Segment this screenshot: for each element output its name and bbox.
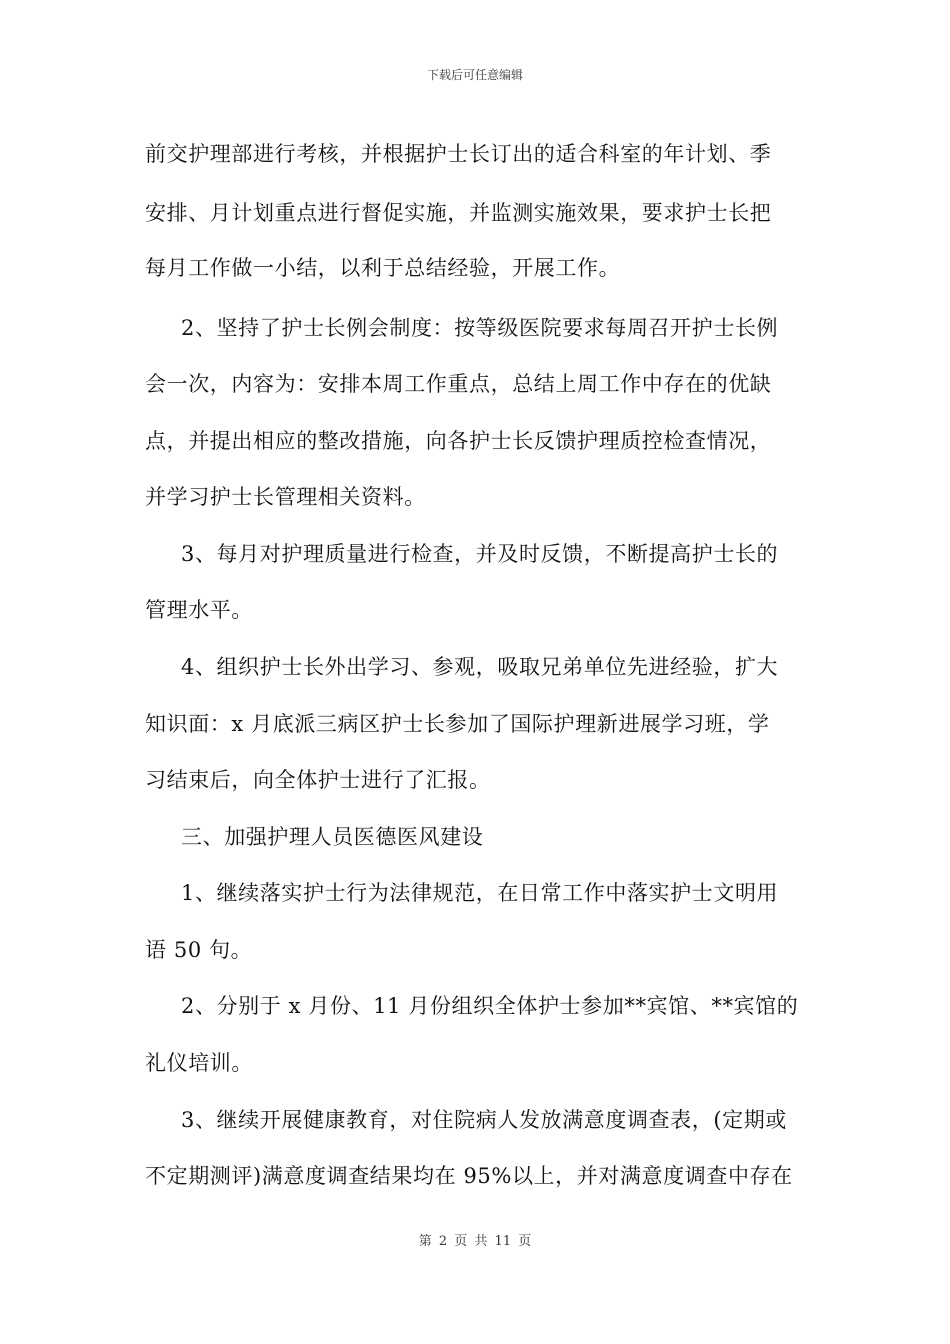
page-footer: 第 2 页 共 11 页 — [418, 1234, 532, 1249]
page-header: 下载后可任意编辑 — [426, 68, 523, 82]
